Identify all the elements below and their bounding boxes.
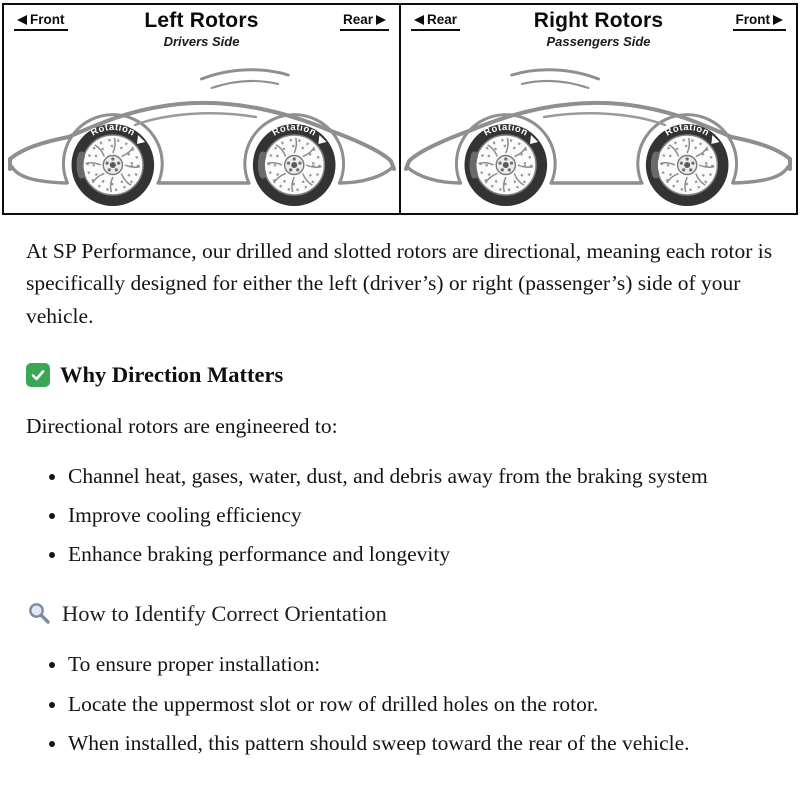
left-arrow-icon: [414, 15, 424, 25]
right-panel-header: [401, 5, 796, 55]
direction-label: Rear: [342, 12, 373, 27]
left-arrow-icon: [17, 15, 27, 25]
list-item: • When installed, this pattern should sweep toward the rear of the vehicle.: [68, 727, 774, 759]
orientation-list: [26, 648, 774, 759]
direction-label: Front: [30, 12, 65, 27]
section-heading-identify-orientation: [26, 597, 774, 631]
front-direction-indicator: [733, 12, 787, 31]
front-direction-indicator: [14, 12, 68, 31]
rotation-label: Rotation: [481, 121, 530, 139]
left-car-illustration: [4, 55, 399, 213]
article-content: [0, 215, 800, 791]
rotor-direction-diagram: [2, 3, 798, 215]
car-body-sketch: [406, 70, 790, 183]
check-icon: [26, 363, 50, 387]
magnifier-icon: [26, 600, 52, 626]
car-body-sketch: [10, 70, 394, 183]
panel-subtitle: Passengers Side: [546, 34, 651, 49]
front-right-wheel: [646, 122, 729, 206]
direction-label: Rear: [427, 12, 458, 27]
rear-right-wheel: [464, 122, 547, 206]
panel-subtitle: Drivers Side: [163, 34, 240, 49]
benefits-list: [26, 460, 774, 571]
list-item: • To ensure proper installation:: [68, 648, 774, 680]
rotation-label: Rotation: [270, 121, 319, 139]
intro-paragraph: At SP Performance, our drilled and slotted rotors are directional, meaning each rotor is specifically designed for either the left (driver’s) or right (passenger’s) side of your vehicle.: [26, 239, 773, 328]
left-rotors-panel: [4, 5, 401, 213]
page: [0, 3, 800, 791]
direction-label: Front: [735, 12, 770, 27]
panel-title: Left Rotors: [144, 9, 259, 32]
rotation-label: Rotation: [663, 121, 712, 139]
heading-label: How to Identify Correct Orientation: [62, 600, 387, 626]
rotation-label: Rotation: [88, 121, 137, 139]
list-item: • Improve cooling efficiency: [68, 499, 774, 531]
rear-direction-indicator: [411, 12, 460, 31]
benefits-lead: Directional rotors are engineered to:: [26, 413, 338, 438]
list-item: • Locate the uppermost slot or row of drilled holes on the rotor.: [68, 688, 774, 720]
right-car-illustration: [401, 55, 796, 213]
rear-direction-indicator: [340, 12, 389, 31]
right-arrow-icon: [773, 15, 783, 25]
list-item: • Enhance braking performance and longevity: [68, 538, 774, 570]
rear-left-wheel: [253, 122, 336, 206]
left-panel-header: [4, 5, 399, 55]
right-rotors-panel: [401, 5, 796, 213]
list-item: • Channel heat, gases, water, dust, and debris away from the braking system: [68, 460, 774, 492]
front-left-wheel: [72, 122, 155, 206]
section-heading-why-direction-matters: [26, 358, 774, 392]
heading-label: Why Direction Matters: [60, 361, 284, 387]
right-arrow-icon: [376, 15, 386, 25]
panel-title: Right Rotors: [533, 9, 664, 32]
